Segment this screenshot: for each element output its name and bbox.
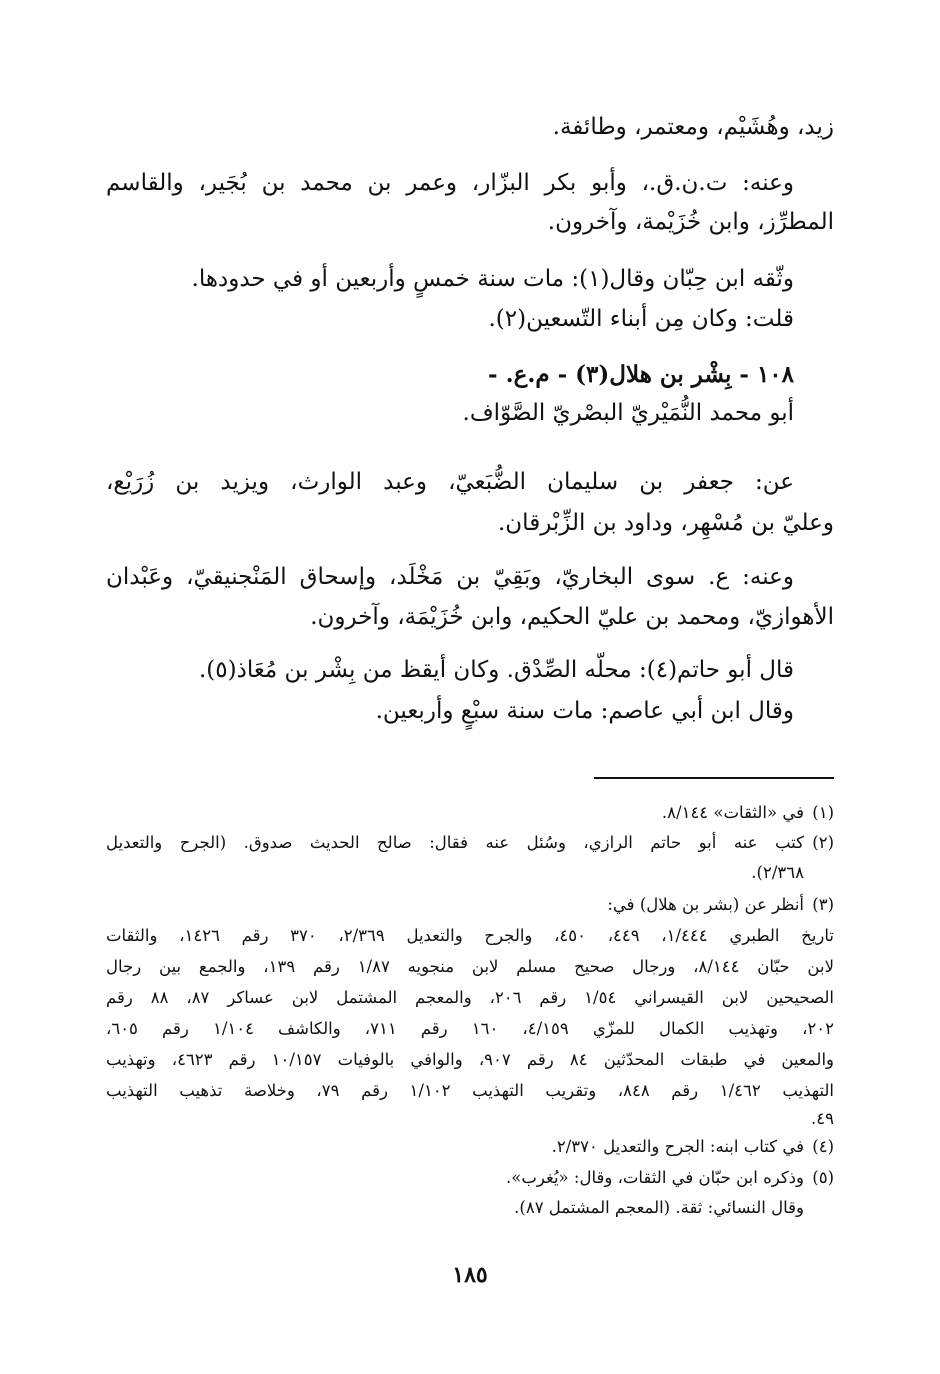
footnote-continuation: ٢٠٢، وتهذيب الكمال للمزّي ٤/١٥٩، ١٦٠ رقم ٧١١، والكاشف ١/١٠٤ رقم ٦٠٥، bbox=[106, 1019, 834, 1038]
body-line: قلت: وكان مِن أبناء التّسعين(٢). bbox=[488, 306, 794, 332]
footnote-text: وذكره ابن حبّان في الثقات، وقال: «يُغرب». bbox=[506, 1168, 804, 1187]
footnote bbox=[106, 893, 834, 917]
body-line: وعليّ بن مُسْهِر، وداود بن الزِّبْرقان. bbox=[497, 510, 834, 536]
footnote-continuation: لابن حبّان ٨/١٤٤، ورجال صحيح مسلم لابن منجويه ١/٨٧ رقم ١٣٩، والجمع بين رجال bbox=[106, 957, 834, 976]
footnote-continuation: الصحيحين لابن القيسراني ١/٥٤ رقم ٢٠٦، والمعجم المشتمل لابن عساكر ٨٧، ٨٨ رقم bbox=[106, 988, 834, 1007]
body-line: وثّقه ابن حِبّان وقال(١): مات سنة خمسٍ وأربعين أو في حدودها. bbox=[191, 266, 794, 292]
footnote bbox=[106, 801, 834, 825]
footnote-number: (٣) bbox=[812, 895, 834, 914]
footnote-text: كتب عنه أبو حاتم الرازي، وسُئل عنه فقال: صالح الحديث صدوق. (الجرح والتعديل bbox=[106, 833, 804, 852]
body-line: وعنه: ت.ن.ق.، وأبو بكر البزّار، وعمر بن محمد بن بُجَير، والقاسم bbox=[106, 170, 794, 196]
footnote bbox=[106, 831, 834, 855]
body-line: زيد، وهُشَيْم، ومعتمر، وطائفة. bbox=[552, 114, 834, 140]
body-line: المطرِّز، وابن خُزَيْمة، وآخرون. bbox=[547, 209, 834, 235]
footnote bbox=[106, 1166, 834, 1190]
footnote-continuation: التهذيب ١/٤٦٢ رقم ٨٤٨، وتقريب التهذيب ١/١٠٢ رقم ٧٩، وخلاصة تذهيب التهذيب bbox=[106, 1081, 834, 1100]
footnote bbox=[106, 1135, 834, 1159]
page-number: ١٨٥ bbox=[452, 1262, 488, 1288]
footnote-number: (١) bbox=[812, 803, 834, 822]
footnote-separator bbox=[594, 777, 834, 779]
footnote-text: في «الثقات» ٨/١٤٤. bbox=[661, 803, 804, 822]
body-line: وعنه: ع. سوى البخاريّ، وبَقِيّ بن مَخْلَد، وإسحاق المَنْجنيقيّ، وعَبْدان bbox=[106, 564, 794, 590]
footnote-number: (٢) bbox=[812, 833, 834, 852]
footnote-text: أنظر عن (بشر بن هلال) في: bbox=[607, 895, 804, 914]
body-line: قال أبو حاتم(٤): محلّه الصِّدْق. وكان أيقظ من بِشْر بن مُعَاذ(٥). bbox=[198, 657, 794, 683]
footnote-continuation: ٤٩. bbox=[811, 1109, 834, 1128]
entry-nisba: أبو محمد النُّمَيْريّ البصْريّ الصَّوّاف. bbox=[462, 400, 794, 426]
footnote-continuation: تاريخ الطبري ١/٤٤٤، ٤٤٩، ٤٥٠، والجرح والتعديل ٢/٣٦٩، ٣٧٠ رقم ١٤٢٦، والثقات bbox=[106, 926, 834, 945]
footnote-text: في كتاب ابنه: الجرح والتعديل ٢/٣٧٠. bbox=[551, 1137, 804, 1156]
entry-heading: ١٠٨ - بِشْر بن هلال(٣) - م.ع. - bbox=[488, 361, 794, 388]
footnote-continuation: ٢/٣٦٨). bbox=[751, 863, 804, 882]
footnote-continuation: وقال النسائي: ثقة. (المعجم المشتمل ٨٧). bbox=[514, 1198, 804, 1217]
body-line: عن: جعفر بن سليمان الضُّبَعيّ، وعبد الوارث، ويزيد بن زُرَيْع، bbox=[106, 469, 794, 495]
body-line: الأهوازيّ، ومحمد بن عليّ الحكيم، وابن خُزَيْمَة، وآخرون. bbox=[310, 604, 834, 630]
footnote-continuation: والمعين في طبقات المحدّثين ٨٤ رقم ٩٠٧، والوافي بالوفيات ١٠/١٥٧ رقم ٤٦٢٣، وتهذيب bbox=[106, 1050, 835, 1069]
footnote-number: (٤) bbox=[812, 1137, 834, 1156]
footnote-number: (٥) bbox=[812, 1168, 834, 1187]
body-line: وقال ابن أبي عاصم: مات سنة سبْعٍ وأربعين. bbox=[375, 698, 794, 724]
